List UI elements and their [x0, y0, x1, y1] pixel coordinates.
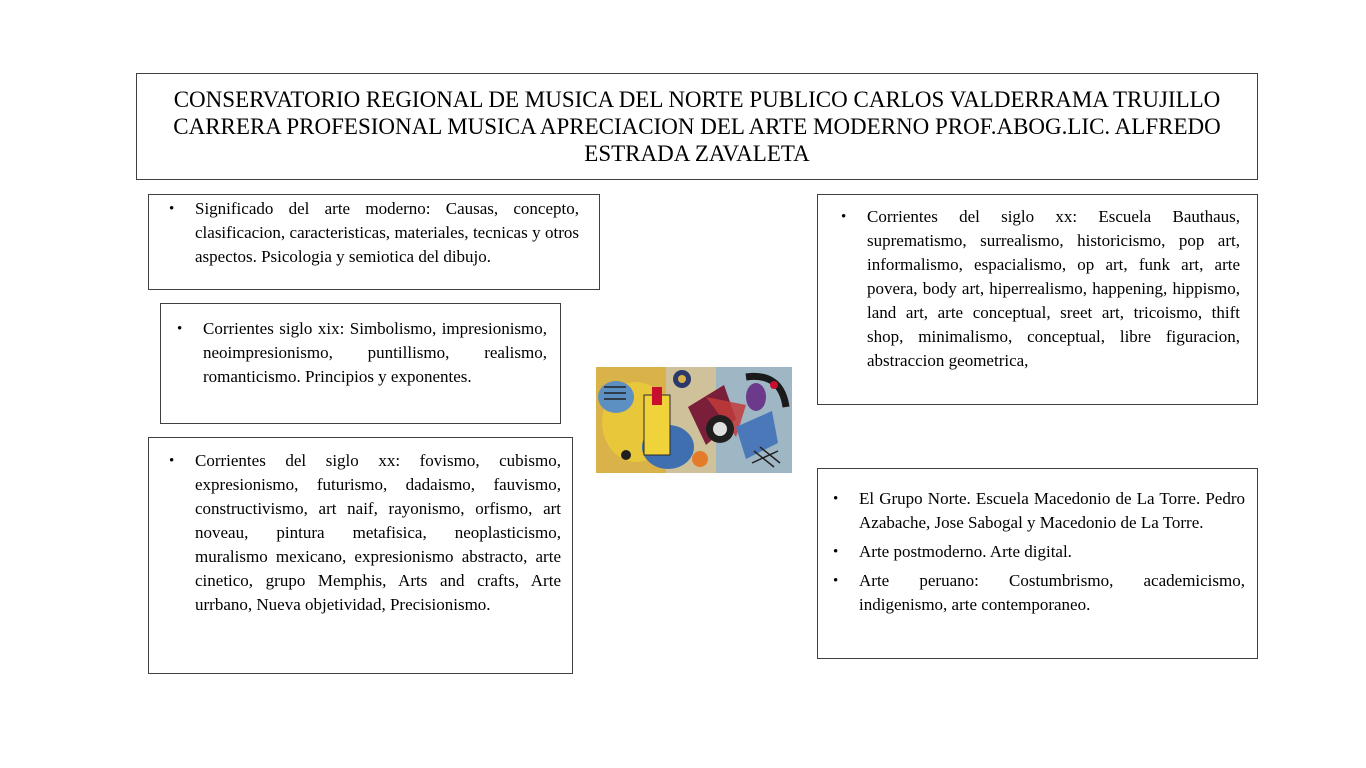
- list-item: • Corrientes del siglo xx: fovismo, cubismo, expresionismo, futurismo, dadaismo, fauvismo, constructivismo, art naif, rayonismo, orfismo, art noveau, pintura metafisica, neoplasticismo, muralismo mexicano, expresionismo abstracto, arte cinetico, grupo Memphis, Arts and crafts, Arte urrbano, Nueva objetividad, Precisionismo.: [195, 449, 561, 617]
- siglo-xix-box: [160, 303, 561, 424]
- abstract-painting-icon: [596, 367, 792, 473]
- abstract-painting-image: [596, 367, 792, 473]
- grupo-norte-list: [859, 487, 1245, 617]
- list-item: • Corrientes siglo xix: Simbolismo, impresionismo, neoimpresionismo, puntillismo, realismo, romanticismo. Principios y exponentes.: [203, 317, 547, 389]
- siglo-xx-right-list: [867, 205, 1240, 373]
- list-item: • Corrientes del siglo xx: Escuela Bauthaus, suprematismo, surrealismo, historicismo, pop art, informalismo, espacialismo, op art, funk art, arte povera, body art, hiperrealismo, happening, hippismo, land art, arte conceptual, sreet art, tricoismo, thift shop, minimalismo, conceptual, libre figuracion, abstraccion geometrica,: [867, 205, 1240, 373]
- page-title: CONSERVATORIO REGIONAL DE MUSICA DEL NORTE PUBLICO CARLOS VALDERRAMA TRUJILLO CARRERA PROFESIONAL MUSICA APRECIACION DEL ARTE MODERNO PROF.ABOG.LIC. ALFREDO ESTRADA ZAVALETA: [173, 87, 1221, 166]
- siglo-xx-right-box: [817, 194, 1258, 405]
- siglo-xx-left-box: [148, 437, 573, 674]
- list-item: • Significado del arte moderno: Causas, concepto, clasificacion, caracteristicas, materiales, tecnicas y otros aspectos. Psicologia y semiotica del dibujo.: [195, 197, 579, 269]
- list-item: • Arte postmoderno. Arte digital.: [859, 540, 1245, 564]
- siglo-xx-left-list: [195, 449, 561, 617]
- siglo-xix-list: [203, 317, 547, 389]
- significado-box: [148, 194, 600, 290]
- list-item: • Arte peruano: Costumbrismo, academicismo, indigenismo, arte contemporaneo.: [859, 569, 1245, 617]
- grupo-norte-box: [817, 468, 1258, 659]
- title-box: [136, 73, 1258, 180]
- significado-list: [195, 197, 579, 269]
- list-item: • El Grupo Norte. Escuela Macedonio de La Torre. Pedro Azabache, Jose Sabogal y Macedonio de La Torre.: [859, 487, 1245, 535]
